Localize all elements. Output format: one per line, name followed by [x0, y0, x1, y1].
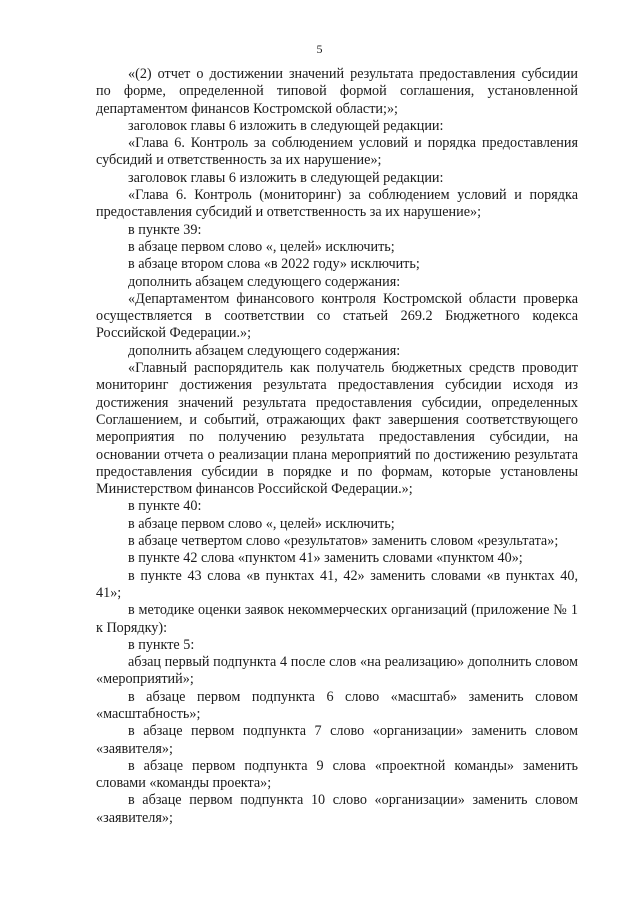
paragraph: в пункте 43 слова «в пунктах 41, 42» заменить словами «в пунктах 40, 41»;: [96, 567, 578, 601]
paragraph: в пункте 40:: [128, 498, 202, 515]
paragraph: заголовок главы 6 изложить в следующей редакции:: [128, 117, 444, 134]
paragraph: «Глава 6. Контроль за соблюдением условий и порядка предоставления субсидий и ответственность за их нарушение»;: [96, 135, 578, 169]
paragraph: «(2) отчет о достижении значений результата предоставления субсидии по форме, определенной типовой формой соглашения, установленной департаментом финансов Костромской области;»;: [96, 66, 578, 117]
paragraph: «Главный распорядитель как получатель бюджетных средств проводит мониторинг достижения результата предоставления субсидии исходя из достижения значений результата предоставления субсидии, определенных Соглашением, и событий, отражающих факт завершения соответствующего мероприятия по получению результата предоставления субсидии, на основании отчета о реализации плана мероприятий по достижению результата предоставления субсидии в порядке и по формам, которые установлены Министерством финансов Российской Федерации.»;: [96, 360, 578, 498]
paragraph: «Департаментом финансового контроля Костромской области проверка осуществляется в соответствии со статьей 269.2 Бюджетного кодекса Российской Федерации.»;: [96, 290, 578, 342]
paragraph: в абзаце первом слово «, целей» исключить;: [128, 238, 395, 255]
paragraph: в абзаце первом подпункта 9 слова «проектной команды» заменить словами «команды проекта»;: [96, 757, 578, 792]
paragraph: в абзаце первом слово «, целей» исключить;: [128, 515, 395, 532]
paragraph: абзац первый подпункта 4 после слов «на реализацию» дополнить словом «мероприятий»;: [96, 654, 578, 688]
paragraph: в абзаце четвертом слово «результатов» заменить словом «результата»;: [128, 533, 559, 550]
paragraph: в методике оценки заявок некоммерческих организаций (приложение № 1 к Порядку):: [96, 602, 578, 636]
paragraph: в абзаце первом подпункта 10 слово «организации» заменить словом «заявителя»;: [96, 792, 578, 826]
paragraph: заголовок главы 6 изложить в следующей редакции:: [128, 169, 444, 186]
paragraph: в абзаце первом подпункта 7 слово «организации» заменить словом «заявителя»;: [96, 723, 578, 757]
paragraph: в пункте 39:: [128, 221, 202, 238]
page-number: 5: [316, 42, 323, 56]
paragraph: дополнить абзацем следующего содержания:: [128, 342, 401, 359]
paragraph: в абзаце первом подпункта 6 слово «масштаб» заменить словом «масштабность»;: [96, 688, 578, 722]
paragraph: в пункте 5:: [128, 636, 195, 653]
paragraph: «Глава 6. Контроль (мониторинг) за соблюдением условий и порядка предоставления субсидий и ответственность за их нарушение»;: [96, 187, 578, 221]
paragraph: в пункте 42 слова «пунктом 41» заменить словами «пунктом 40»;: [128, 550, 523, 567]
paragraph: дополнить абзацем следующего содержания:: [128, 273, 401, 290]
document-body: [96, 66, 578, 827]
paragraph: в абзаце втором слова «в 2022 году» исключить;: [128, 256, 420, 273]
